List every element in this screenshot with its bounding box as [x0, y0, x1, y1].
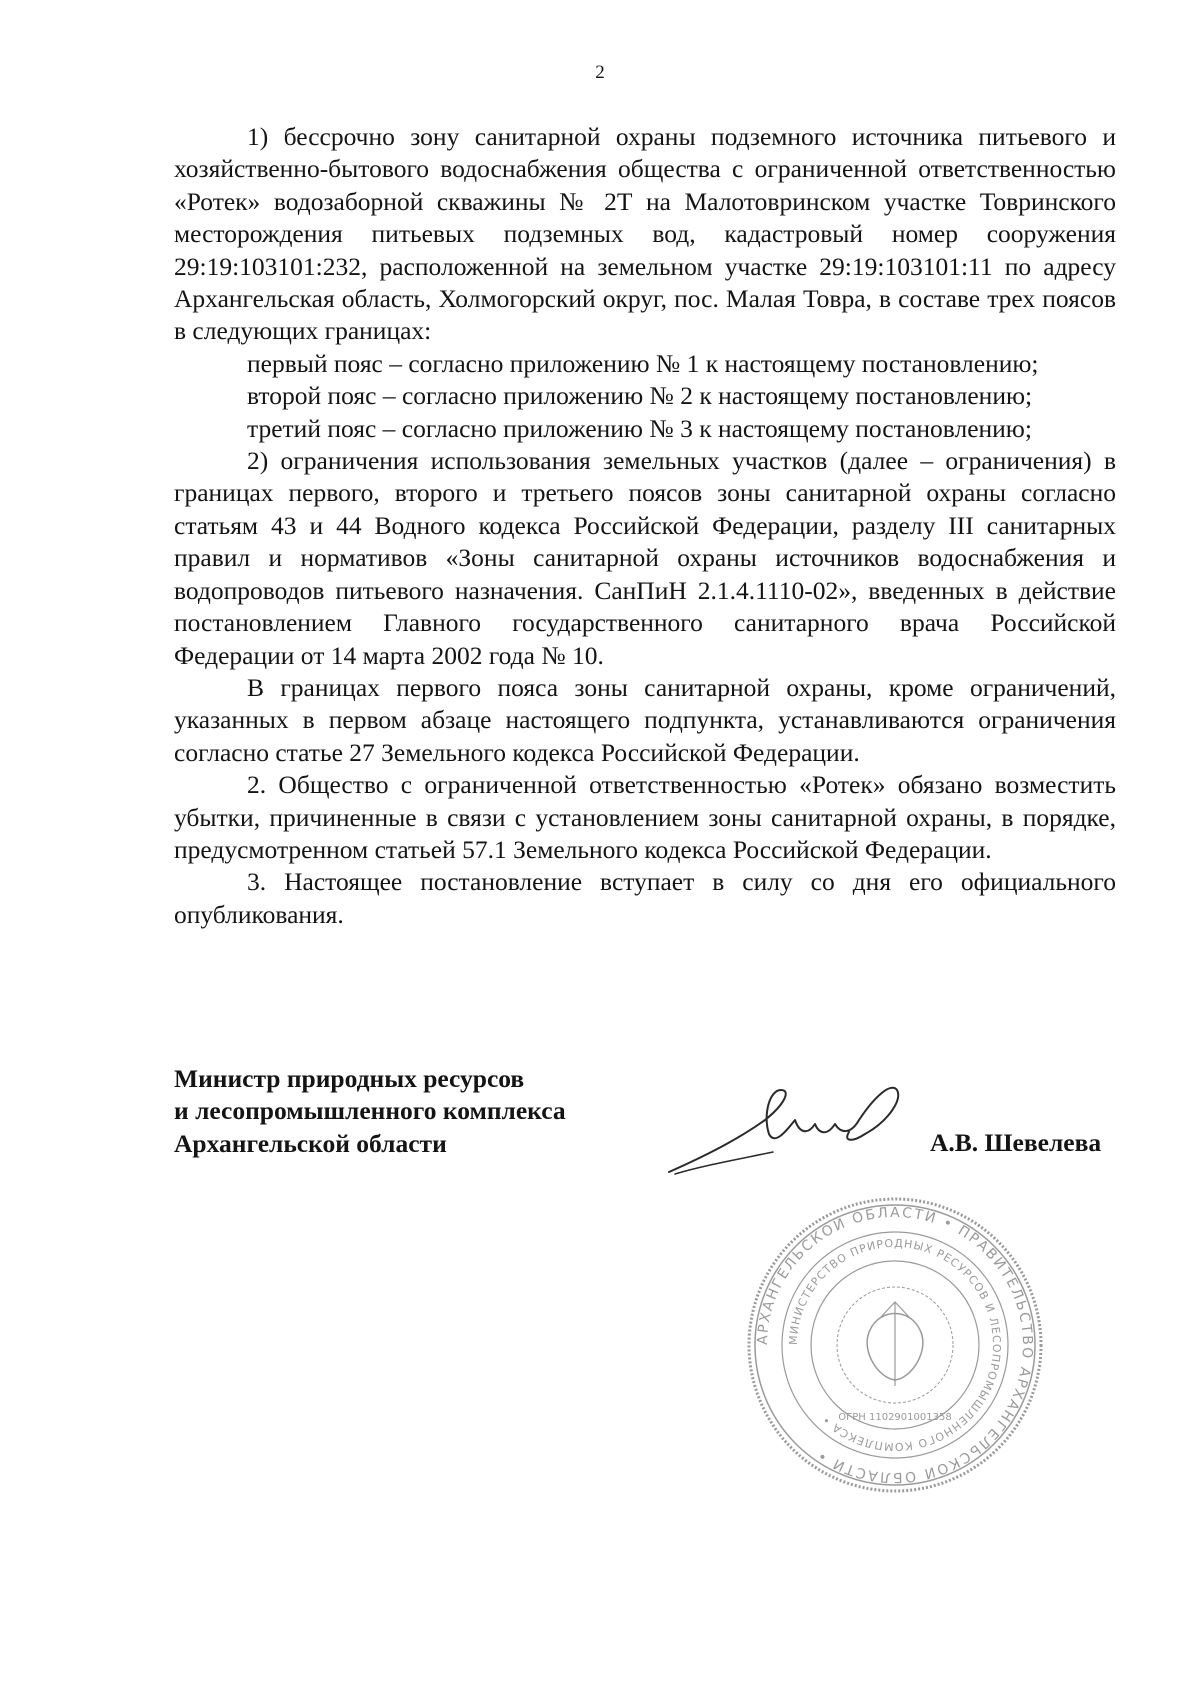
signer-title — [174, 1063, 634, 1160]
paragraph-zone-definition: 1) бессрочно зону санитарной охраны подземного источника питьевого и хозяйственно-бытового водоснабжения общества с ограниченной ответственностью «Ротек» водозаборной скважины № 2Т на Малотовринском участке Товринского месторождения питьевых подземных вод, кадастровый номер сооружения 29:19:103101:232, расположенной на земельном участке 29:19:103101:11 по адресу Архангельская область, Холмогорский округ, пос. Малая Товра, в составе трех поясов в следующих границах: — [174, 122, 1116, 346]
paragraph-first-belt-restrictions: В границах первого пояса зоны санитарной охраны, кроме ограничений, указанных в первом абзаце настоящего подпункта, устанавливаются ограничения согласно статье 27 Земельного кодекса Российской Федерации. — [174, 672, 1116, 767]
belt-first: первый пояс – согласно приложению № 1 к настоящему постановлению; — [247, 348, 1039, 378]
signer-title-line: Министр природных ресурсов — [174, 1064, 525, 1093]
official-seal — [740, 1190, 1050, 1500]
paragraph-effective-date: 3. Настоящее постановление вступает в силу со дня его официального опубликования. — [174, 867, 1116, 929]
seal-center-text: ОГРН 1102901001358 — [838, 1412, 952, 1423]
signer-name: А.В. Шевелева — [930, 1128, 1102, 1157]
paragraph-compensation: 2. Общество с ограниченной ответственностью «Ротек» обязано возместить убытки, причиненные в связи с установлением зоны санитарной охраны, в порядке, предусмотренном статьей 57.1 Земельного кодекса Российской Федерации. — [174, 770, 1116, 864]
signer-title-line: Архангельской области — [174, 1128, 447, 1158]
signer-title-line: и лесопромышленного комплекса — [174, 1096, 566, 1126]
handwritten-signature — [665, 1060, 955, 1180]
seal-inner-text: МИНИСТЕРСТВО ПРИРОДНЫХ РЕСУРСОВ И ЛЕСОПРОМЫШЛЕННОГО КОМПЛЕКСА • — [786, 1236, 1004, 1454]
belt-third: третий пояс – согласно приложению № 3 к настоящему постановлению; — [247, 413, 1032, 443]
page-number: 2 — [595, 62, 605, 83]
document-body — [174, 121, 1116, 931]
seal-outer-text: АРХАНГЕЛЬСКОЙ ОБЛАСТИ • ПРАВИТЕЛЬСТВО АРХАНГЕЛЬСКОЙ ОБЛАСТИ • — [754, 1204, 1036, 1486]
belt-second: второй пояс – согласно приложению № 2 к настоящему постановлению; — [247, 381, 1033, 411]
paragraph-restrictions: 2) ограничения использования земельных участков (далее – ограничения) в границах первого, второго и третьего поясов зоны санитарной охраны согласно статьям 43 и 44 Водного кодекса Российской Федерации, разделу III санитарных правил и нормативов «Зоны санитарной охраны источников водоснабжения и водопроводов питьевого назначения. СанПиН 2.1.4.1110-02», введенных в действие постановлением Главного государственного санитарного врача Российской Федерации от 14 марта 2002 года № 10. — [174, 446, 1116, 670]
